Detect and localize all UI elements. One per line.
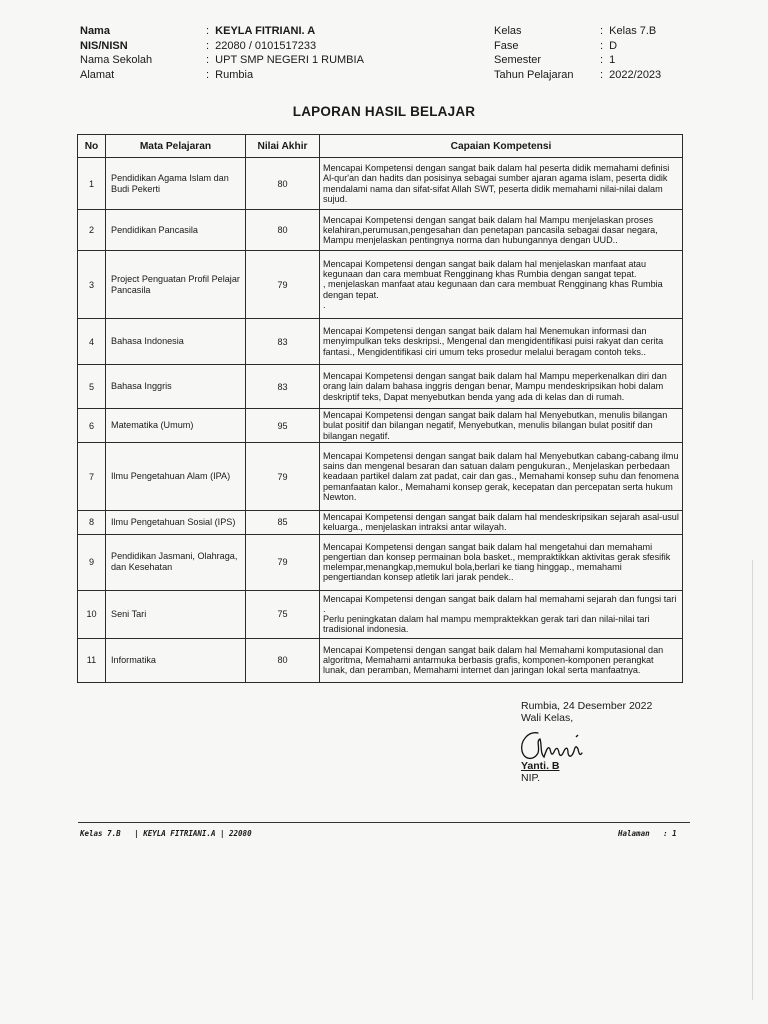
- row-number: 3: [78, 251, 106, 319]
- col-header-subject: Mata Pelajaran: [106, 135, 246, 158]
- subject-name: Project Penguatan Profil Pelajar Pancasila: [106, 251, 246, 319]
- achievement-text: Mencapai Kompetensi dengan sangat baik dalam hal Memahami komputasional dan algoritma, Memahami antarmuka berbasis grafis, komponen-komponen perangkat lunak, dan peramban, Memahami internet dan jaringan lokal serta manfaatnya.: [320, 638, 683, 682]
- subject-name: Bahasa Inggris: [106, 365, 246, 409]
- table-body: [78, 158, 683, 683]
- final-score: 80: [246, 158, 320, 210]
- handwritten-signature: [516, 727, 596, 765]
- signer-role: Wali Kelas,: [521, 712, 574, 724]
- subject-name: Ilmu Pengetahuan Alam (IPA): [106, 443, 246, 511]
- row-number: 7: [78, 443, 106, 511]
- footer-divider: [78, 822, 690, 823]
- col-header-no: No: [78, 135, 106, 158]
- final-score: 79: [246, 443, 320, 511]
- nis-label: NIS/NISN: [80, 39, 128, 52]
- address-value: : Rumbia: [206, 68, 254, 81]
- row-number: 11: [78, 638, 106, 682]
- table-row: [78, 409, 683, 443]
- final-score: 85: [246, 511, 320, 535]
- table-row: [78, 534, 683, 590]
- table-row: [78, 443, 683, 511]
- achievement-text: Mencapai Kompetensi dengan sangat baik dalam hal Menemukan informasi dan menyimpulkan teks deskripsi., Mengenal dan mengidentifikasi puisi rakyat dan cerita fantasi., Mengidentifikasi ciri umum teks prosedur melalui beragam contoh teks..: [320, 319, 683, 365]
- phase-value: : D: [600, 39, 618, 52]
- year-value: : 2022/2023: [600, 68, 662, 81]
- grades-table: [77, 134, 683, 683]
- subject-name: Matematika (Umum): [106, 409, 246, 443]
- subject-name: Pendidikan Jasmani, Olahraga, dan Kesehatan: [106, 534, 246, 590]
- row-number: 4: [78, 319, 106, 365]
- subject-name: Pendidikan Pancasila: [106, 210, 246, 251]
- scan-edge-line: [752, 560, 753, 1000]
- achievement-text: Mencapai Kompetensi dengan sangat baik dalam hal memahami sejarah dan fungsi tari . Perlu peningkatan dalam hal mampu mempraktekkan gerak tari dan nilai-nilai tari tradisional indonesia.: [320, 590, 683, 638]
- row-number: 8: [78, 511, 106, 535]
- signer-nip: NIP.: [521, 772, 541, 784]
- row-number: 6: [78, 409, 106, 443]
- header-row: [80, 68, 680, 83]
- table-row: [78, 251, 683, 319]
- footer-page: Halaman : 1: [618, 829, 677, 838]
- subject-name: Informatika: [106, 638, 246, 682]
- signer-name: Yanti. B: [521, 760, 560, 772]
- achievement-text: Mencapai Kompetensi dengan sangat baik dalam hal Mampu meperkenalkan diri dan orang lain dalam bahasa inggris dengan benar, Mampu mendeskripsikan hobi dalam deskriptif teks, Dapat menyebutkan benda yang ada di kelas dan di rumah.: [320, 365, 683, 409]
- row-number: 9: [78, 534, 106, 590]
- year-label: Tahun Pelajaran: [494, 68, 574, 81]
- final-score: 79: [246, 251, 320, 319]
- final-score: 83: [246, 319, 320, 365]
- place-date: Rumbia, 24 Desember 2022: [521, 700, 653, 712]
- col-header-achievement: Capaian Kompetensi: [320, 135, 683, 158]
- final-score: 80: [246, 638, 320, 682]
- semester-value: : 1: [600, 54, 616, 66]
- col-header-score: Nilai Akhir: [246, 135, 320, 158]
- page-title: LAPORAN HASIL BELAJAR: [292, 104, 476, 119]
- row-number: 1: [78, 158, 106, 210]
- row-number: 10: [78, 590, 106, 638]
- achievement-text: Mencapai Kompetensi dengan sangat baik dalam hal mendeskripsikan sejarah asal-usul keluarga., menjelaskan intraksi antar wilayah.: [320, 511, 683, 535]
- subject-name: Seni Tari: [106, 590, 246, 638]
- final-score: 80: [246, 210, 320, 251]
- achievement-text: Mencapai Kompetensi dengan sangat baik dalam hal mengetahui dan memahami pengertian dan konsep permainan bola basket., mempraktikkan aktivitas gerak sfesifik melempar,menangkap,memukul bola,berlari ke tiang hinggap., memahami pengertiandan konsep atletik lari jarak pendek..: [320, 534, 683, 590]
- achievement-text: Mencapai Kompetensi dengan sangat baik dalam hal Mampu menjelaskan proses kelahiran,perumusan,pengesahan dan penetapan pancasila sebagai dasar negara, Mampu menjelaskan pentingnya norma dan hubungannya dengan UUD..: [320, 210, 683, 251]
- table-row: [78, 210, 683, 251]
- name-value: : KEYLA FITRIANI. A: [206, 25, 316, 37]
- row-number: 5: [78, 365, 106, 409]
- nis-value: : 22080 / 0101517233: [206, 39, 317, 52]
- achievement-text: Mencapai Kompetensi dengan sangat baik dalam hal peserta didik memahami definisi Al-qur'an dan hadits dan posisinya sebagai sumber ajaran agama islam, peserta didik mendalami nama dan sifat-sifat Allah SWT, peserta didik memahami nilai-nilai dalam sujud.: [320, 158, 683, 210]
- address-label: Alamat: [80, 68, 115, 81]
- subject-name: Pendidikan Agama Islam dan Budi Pekerti: [106, 158, 246, 210]
- school-value: : UPT SMP NEGERI 1 RUMBIA: [206, 54, 364, 66]
- footer-left: Kelas 7.B | KEYLA FITRIANI.A | 22080: [80, 829, 252, 838]
- achievement-text: Mencapai Kompetensi dengan sangat baik dalam hal Menyebutkan, menulis bilangan bulat positif dan bilangan negatif, Menyebutkan, menulis bilangan bulat positif dan bilangan negatif.: [320, 409, 683, 443]
- school-label: Nama Sekolah: [80, 54, 153, 66]
- row-number: 2: [78, 210, 106, 251]
- header-row: [80, 24, 680, 39]
- subject-name: Ilmu Pengetahuan Sosial (IPS): [106, 511, 246, 535]
- table-header-row: [78, 135, 683, 158]
- semester-label: Semester: [494, 54, 542, 66]
- final-score: 95: [246, 409, 320, 443]
- final-score: 83: [246, 365, 320, 409]
- table-row: [78, 158, 683, 210]
- phase-label: Fase: [494, 39, 519, 52]
- final-score: 75: [246, 590, 320, 638]
- name-label: Nama: [80, 25, 110, 37]
- table-row: [78, 511, 683, 535]
- table-row: [78, 638, 683, 682]
- student-info-header: [80, 24, 680, 82]
- table-row: [78, 590, 683, 638]
- achievement-text: Mencapai Kompetensi dengan sangat baik dalam hal Menyebutkan cabang-cabang ilmu sains dan mengenal besaran dan satuan dalam pengukuran., Menjelaskan perbedaan keadaan partikel dalam zat padat, cair dan gas., Memahami konsep suhu dan fenomena pemanfaatan kalor., Memahami konsep gerak, kecepatan dan percepatan serta hukum Newton.: [320, 443, 683, 511]
- class-value: : Kelas 7.B: [600, 25, 657, 37]
- header-row: [80, 53, 680, 68]
- header-row: [80, 39, 680, 54]
- subject-name: Bahasa Indonesia: [106, 319, 246, 365]
- table-row: [78, 365, 683, 409]
- final-score: 79: [246, 534, 320, 590]
- table-row: [78, 319, 683, 365]
- class-label: Kelas: [494, 25, 522, 37]
- achievement-text: Mencapai Kompetensi dengan sangat baik dalam hal menjelaskan manfaat atau kegunaan dan cara membuat Rengginang khas Rumbia dengan sangat tepat. , menjelaskan manfaat atau kegunaan dan cara membuat Rengginang khas Rumbia dengan tepat. .: [320, 251, 683, 319]
